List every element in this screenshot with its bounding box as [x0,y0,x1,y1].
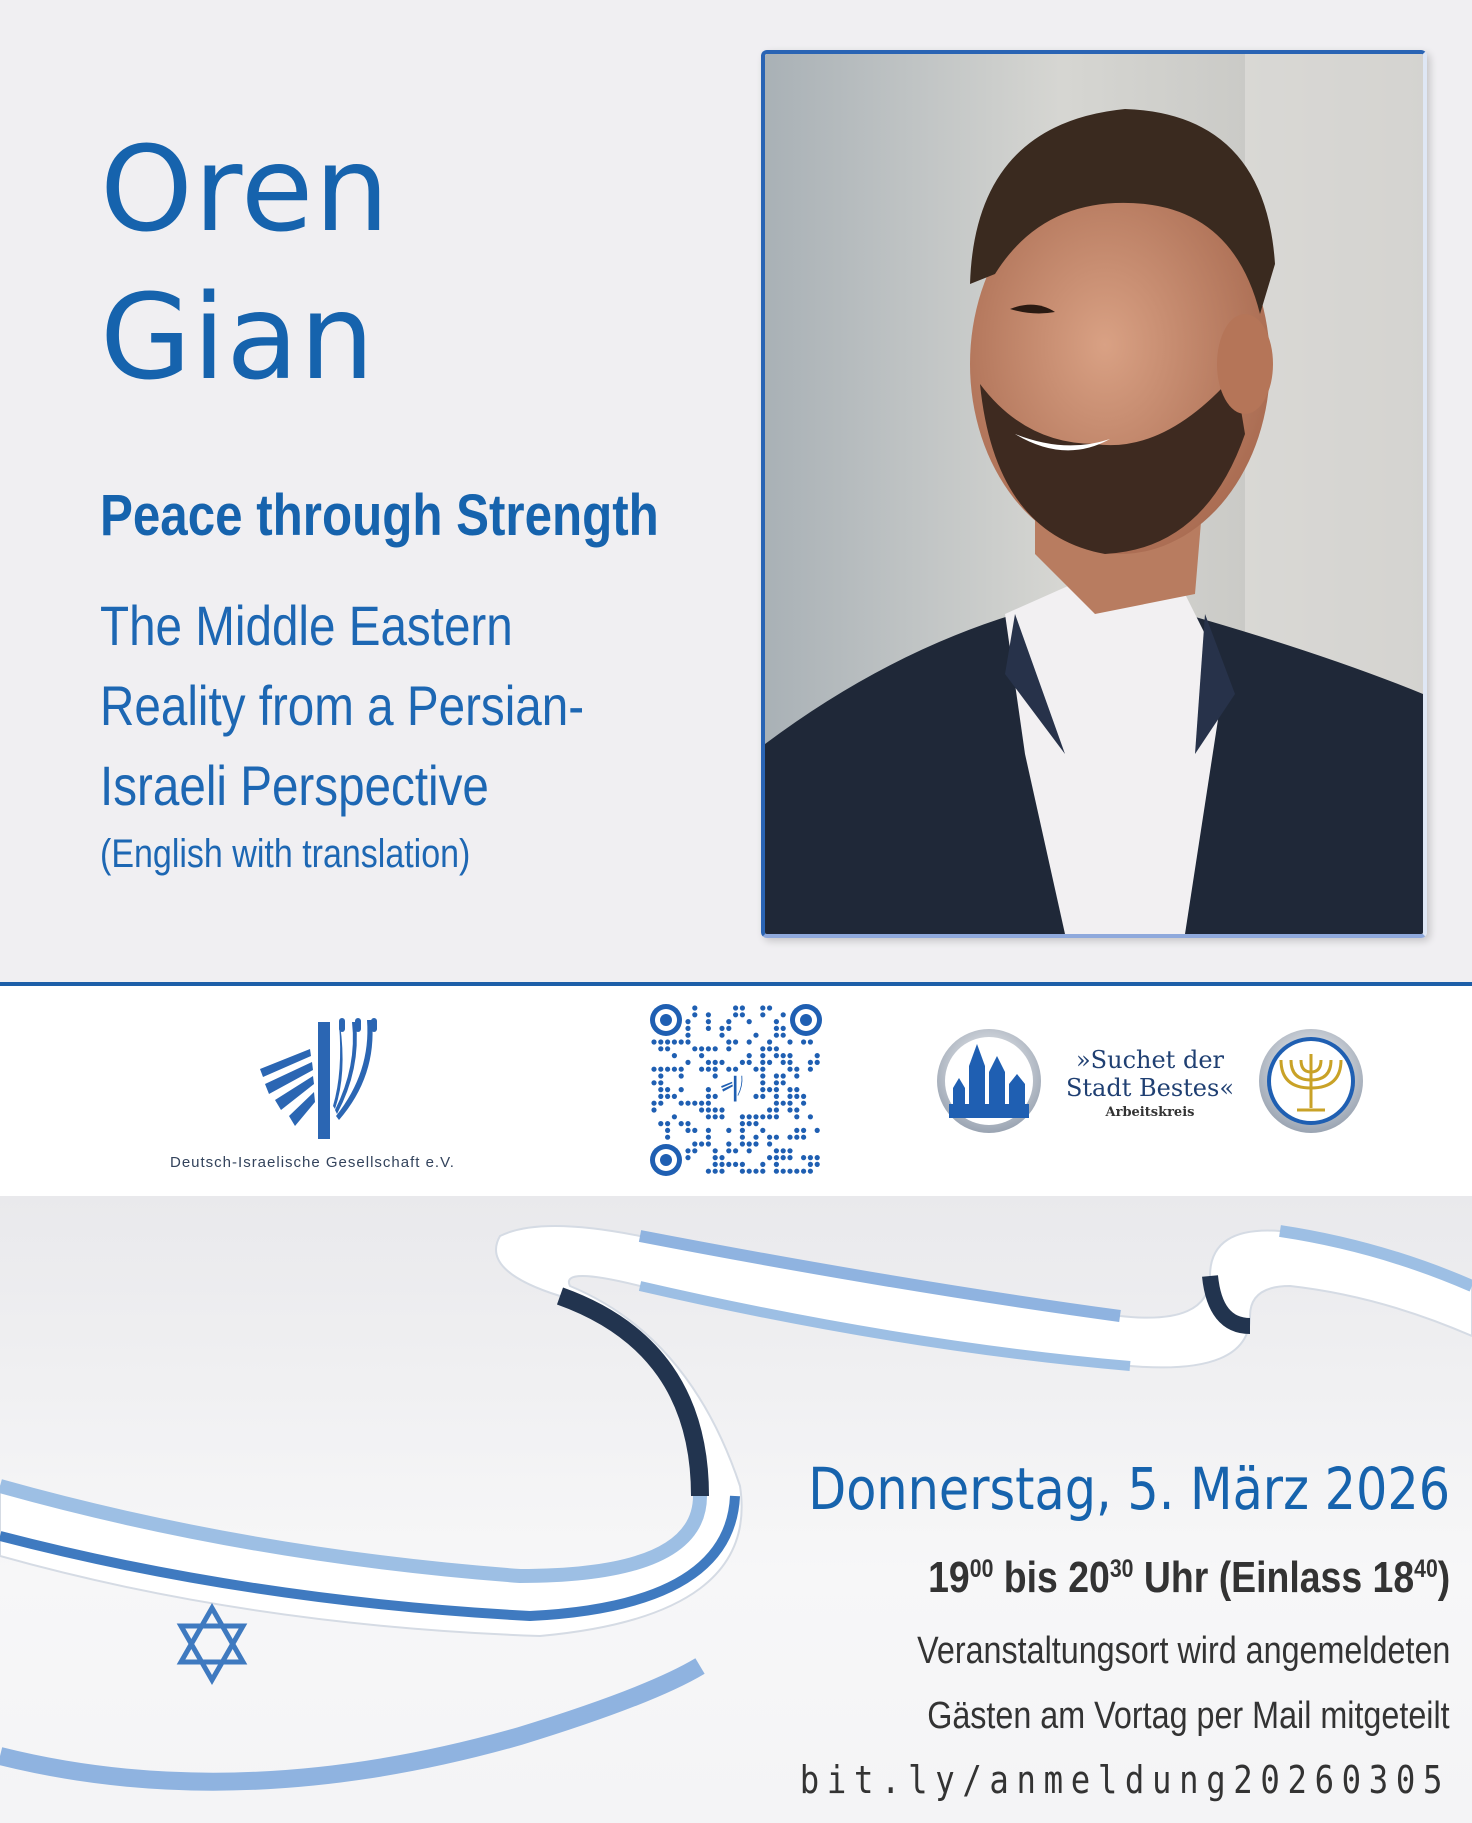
qr-dot [787,1053,792,1058]
qr-dot [726,1128,731,1133]
qr-dot [658,1073,663,1078]
qr-dot [747,1060,752,1065]
qr-dot [801,1039,806,1044]
qr-dot [801,1101,806,1106]
qr-dot [787,1107,792,1112]
subtitle-line: Israeli Perspective [100,754,489,817]
qr-dot [781,1073,786,1078]
qr-dot [706,1094,711,1099]
qr-dot [740,1060,745,1065]
qr-dot [787,1039,792,1044]
qr-dot [774,1019,779,1024]
qr-dot [706,1169,711,1174]
qr-dot [713,1107,718,1112]
qr-dot [747,1169,752,1174]
qr-dot [665,1087,670,1092]
qr-dot [713,1046,718,1051]
qr-dot [808,1114,813,1119]
speaker-first-name: Oren [100,120,391,258]
qr-dot [726,1019,731,1024]
time-end-hour: 20 [1067,1553,1110,1602]
qr-dot [774,1162,779,1167]
qr-dot [794,1067,799,1072]
arbeitskreis-line1: »Suchet der [1076,1046,1224,1074]
qr-dot [651,1080,656,1085]
qr-dot [706,1101,711,1106]
qr-dot [672,1067,677,1072]
qr-dot [699,1101,704,1106]
qr-dot [665,1039,670,1044]
qr-dot [685,1060,690,1065]
qr-dot [753,1169,758,1174]
qr-dot [774,1135,779,1140]
qr-dot [760,1067,765,1072]
portrait-illustration [765,54,1423,934]
qr-dot [787,1169,792,1174]
qr-dot [774,1073,779,1078]
qr-dot [740,1169,745,1174]
time-unit: Uhr [1143,1553,1209,1602]
qr-dot [801,1135,806,1140]
qr-dot [665,1046,670,1051]
qr-dot [713,1060,718,1065]
qr-dot [685,1101,690,1106]
qr-dot [726,1148,731,1153]
qr-dot [733,1012,738,1017]
qr-dot [767,1005,772,1010]
qr-dot [672,1114,677,1119]
qr-dot [719,1107,724,1112]
qr-dot [815,1128,820,1133]
qr-dot [794,1169,799,1174]
qr-dot [760,1114,765,1119]
qr-dot [685,1128,690,1133]
qr-dot [815,1053,820,1058]
qr-dot [685,1026,690,1031]
qr-dot [719,1162,724,1167]
qr-dot [747,1039,752,1044]
qr-dot [706,1128,711,1133]
subtitle-line: Reality from a Persian- [100,674,585,737]
qr-dot [815,1060,820,1065]
qr-dot [726,1067,731,1072]
qr-dot [665,1128,670,1133]
qr-dot [767,1039,772,1044]
star-of-david-icon [181,1608,243,1680]
qr-dot [740,1162,745,1167]
qr-dot [747,1019,752,1024]
qr-dot [747,1121,752,1126]
qr-dot [767,1060,772,1065]
qr-dot [679,1073,684,1078]
arbeitskreis-logo [935,1026,1365,1136]
qr-dot [774,1101,779,1106]
qr-dot [706,1141,711,1146]
qr-dot [692,1005,697,1010]
qr-dot [753,1135,758,1140]
qr-dot [706,1087,711,1092]
qr-dot [787,1067,792,1072]
qr-dot [665,1094,670,1099]
qr-dot [706,1067,711,1072]
qr-dot [781,1033,786,1038]
qr-dot [801,1128,806,1133]
qr-dot [651,1039,656,1044]
qr-dot [692,1046,697,1051]
qr-dot [706,1135,711,1140]
qr-dot [740,1141,745,1146]
qr-dot [719,1060,724,1065]
qr-dot [713,1148,718,1153]
qr-dot [767,1155,772,1160]
registration-link[interactable]: bit.ly/anmeldung20260305 [799,1758,1450,1802]
qr-dot [794,1094,799,1099]
qr-dot [679,1121,684,1126]
qr-dot [794,1087,799,1092]
menorah-icon [255,1014,415,1142]
qr-dot [767,1087,772,1092]
qr-dot [808,1162,813,1167]
time-start-minute: 00 [969,1555,994,1583]
venue-line-2: Gästen am Vortag per Mail mitgeteilt [927,1695,1450,1737]
qr-dot [679,1067,684,1072]
qr-dot [781,1080,786,1085]
qr-dot [713,1162,718,1167]
qr-dot [767,1107,772,1112]
qr-dot [747,1053,752,1058]
qr-dot [706,1114,711,1119]
qr-dot [685,1039,690,1044]
qr-dot [713,1169,718,1174]
qr-dot [760,1046,765,1051]
qr-dot [774,1107,779,1112]
qr-dot [740,1135,745,1140]
qr-dot [767,1135,772,1140]
qr-dot [760,1087,765,1092]
qr-dot [787,1155,792,1160]
qr-dot [672,1094,677,1099]
qr-dot [760,1128,765,1133]
qr-dot [733,1162,738,1167]
qr-dot [699,1107,704,1112]
qr-dot [774,1080,779,1085]
qr-dot [808,1067,813,1072]
qr-dot [774,1026,779,1031]
qr-dot [794,1073,799,1078]
qr-dot [753,1094,758,1099]
qr-dot [713,1114,718,1119]
qr-dot [787,1135,792,1140]
qr-dot [685,1121,690,1126]
entry-hour: 18 [1372,1553,1414,1602]
qr-dot [706,1019,711,1024]
qr-dot [781,1148,786,1153]
qr-dot [794,1114,799,1119]
qr-dot [753,1114,758,1119]
qr-dot [794,1128,799,1133]
qr-dot [672,1039,677,1044]
qr-dot [781,1169,786,1174]
qr-dot [665,1121,670,1126]
qr-dot [651,1067,656,1072]
time-end-minute: 30 [1109,1555,1134,1583]
qr-dot [753,1141,758,1146]
qr-dot [740,1121,745,1126]
qr-dot [713,1094,718,1099]
qr-dot [713,1073,718,1078]
qr-dot [719,1169,724,1174]
qr-dot [767,1046,772,1051]
qr-dot [787,1148,792,1153]
qr-dot [692,1141,697,1146]
lecture-subtitle [100,586,584,826]
qr-dot [706,1012,711,1017]
qr-dot [787,1060,792,1065]
qr-dot [808,1169,813,1174]
qr-dot [699,1067,704,1072]
qr-dot [740,1128,745,1133]
qr-dot [726,1141,731,1146]
qr-dot [651,1107,656,1112]
qr-dot [651,1101,656,1106]
qr-dot [774,1114,779,1119]
qr-dot [760,1080,765,1085]
qr-dot [685,1155,690,1160]
qr-dot [787,1087,792,1092]
language-note: (English with translation) [100,832,471,876]
qr-dot [672,1053,677,1058]
qr-dot [774,1155,779,1160]
qr-dot [679,1101,684,1106]
qr-dot [753,1067,758,1072]
qr-dot [692,1128,697,1133]
qr-dot [706,1046,711,1051]
qr-dot [726,1039,731,1044]
qr-dot [760,1053,765,1058]
qr-dot [658,1094,663,1099]
qr-dot [815,1155,820,1160]
qr-dot [733,1039,738,1044]
qr-dot [706,1107,711,1112]
qr-dot [781,1026,786,1031]
qr-dot [760,1073,765,1078]
time-separator: bis [1003,1553,1058,1602]
qr-dot [747,1141,752,1146]
logo-band [0,982,1472,1200]
entry-label: (Einlass [1218,1553,1362,1602]
qr-dot [719,1033,724,1038]
speaker-photo [761,50,1427,938]
qr-dot [787,1101,792,1106]
arbeitskreis-line2: Stadt Bestes« [1065,1074,1235,1102]
qr-dot [781,1012,786,1017]
dig-caption: Deutsch-Israelische Gesellschaft e.V. [170,1154,455,1171]
qr-dot [753,1033,758,1038]
arbeitskreis-line3: Arbeitskreis [1105,1105,1195,1120]
entry-minute: 40 [1413,1555,1438,1583]
qr-dot [679,1039,684,1044]
qr-dot [713,1067,718,1072]
qr-dot [665,1067,670,1072]
qr-dot [726,1162,731,1167]
qr-dot [815,1162,820,1167]
qr-dot [760,1169,765,1174]
qr-dot [787,1094,792,1099]
qr-dot [726,1026,731,1031]
qr-dot [658,1101,663,1106]
venue-line-1: Veranstaltungsort wird angemeldeten [916,1630,1450,1672]
qr-dot [760,1005,765,1010]
qr-dot [774,1087,779,1092]
qr-dot [733,1005,738,1010]
qr-dot [665,1135,670,1140]
qr-dot [658,1067,663,1072]
qr-dot [774,1033,779,1038]
qr-dot [801,1169,806,1174]
qr-dot [774,1053,779,1058]
qr-dot [760,1012,765,1017]
qr-dot [719,1155,724,1160]
qr-dot [740,1005,745,1010]
qr-dot [699,1046,704,1051]
qr-dot [760,1162,765,1167]
qr-dot [679,1087,684,1092]
qr-dot [706,1026,711,1031]
qr-dot [801,1155,806,1160]
qr-dot [658,1080,663,1085]
qr-dot [753,1121,758,1126]
speaker-last-name: Gian [100,268,376,406]
qr-dot [774,1094,779,1099]
qr-dot [719,1026,724,1031]
qr-dot [713,1155,718,1160]
qr-dot [794,1107,799,1112]
qr-dot [794,1135,799,1140]
qr-dot [658,1121,663,1126]
qr-dot [692,1101,697,1106]
qr-dot [760,1094,765,1099]
subtitle-line: The Middle Eastern [100,594,513,657]
qr-dot [808,1060,813,1065]
qr-dot [692,1148,697,1153]
qr-dot [808,1155,813,1160]
qr-dot [774,1046,779,1051]
qr-dot [692,1012,697,1017]
qr-dot [706,1060,711,1065]
qr-dot [774,1169,779,1174]
qr-dot [747,1148,752,1153]
lecture-title: Peace through Strength [100,483,659,548]
qr-dot [767,1141,772,1146]
qr-dot [747,1114,752,1119]
qr-dot [685,1148,690,1153]
qr-dot [658,1087,663,1092]
qr-dot [781,1155,786,1160]
qr-dot [699,1141,704,1146]
qr-dot [726,1046,731,1051]
qr-dot [781,1053,786,1058]
qr-dot [774,1148,779,1153]
qr-code[interactable] [648,1002,824,1178]
qr-dot [685,1033,690,1038]
qr-dot [740,1012,745,1017]
qr-dot [781,1101,786,1106]
time-start-hour: 19 [927,1553,970,1602]
qr-dot [719,1114,724,1119]
qr-dot [808,1039,813,1044]
event-time: $19^{00}$ bis $20^{30}$ Uhr (Einlass $18^{40}$) [927,1553,1450,1602]
qr-dot [658,1039,663,1044]
qr-dot [740,1114,745,1119]
qr-dot [733,1148,738,1153]
qr-dot [658,1046,663,1051]
qr-dot [699,1053,704,1058]
qr-dot [801,1094,806,1099]
qr-dot [781,1060,786,1065]
qr-dot [760,1060,765,1065]
qr-dot [733,1067,738,1072]
qr-dot [767,1114,772,1119]
event-date: Donnerstag, 5. März 2026 [808,1455,1450,1523]
qr-dot [685,1019,690,1024]
